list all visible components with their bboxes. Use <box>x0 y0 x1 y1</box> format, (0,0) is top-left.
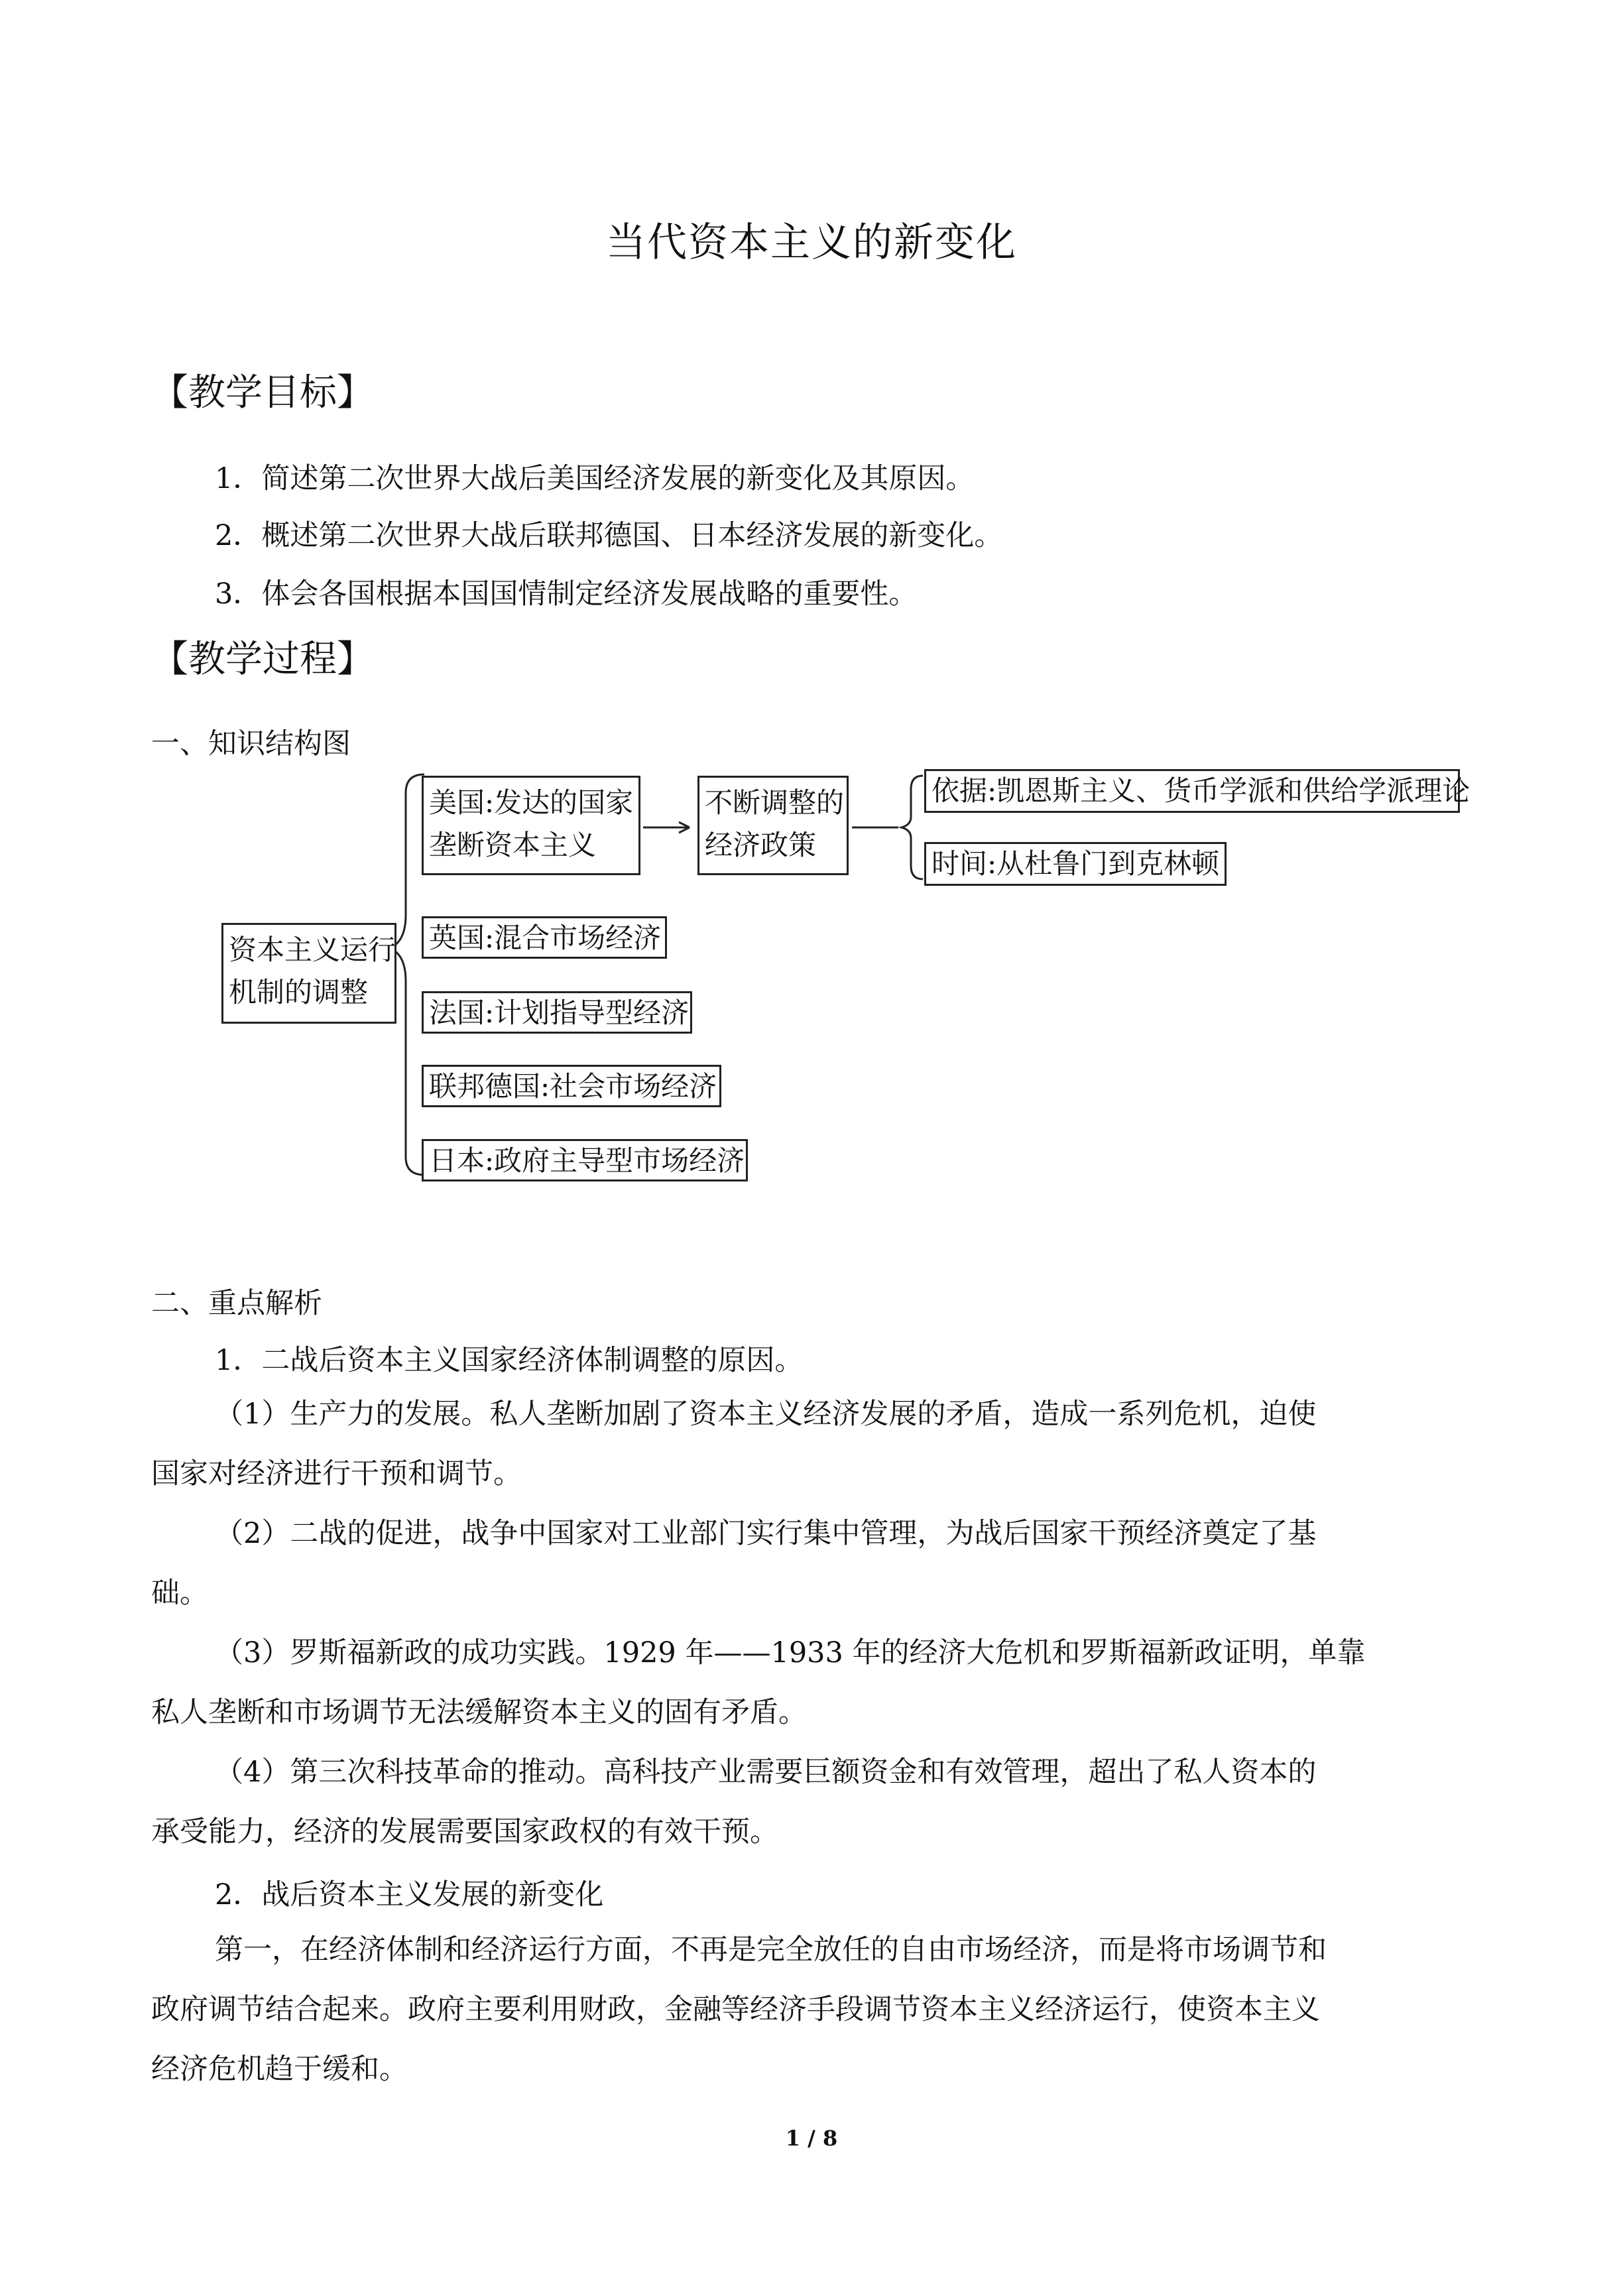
reason-paragraph <box>151 1384 1316 1504</box>
arrow-head <box>679 822 690 833</box>
page-title: 当代资本主义的新变化 <box>606 219 1017 266</box>
japan-node: 日本:政府主导型市场经济 <box>422 1139 748 1181</box>
para-line: 第一，在经济体制和经济运行方面，不再是完全放任的自由市场经济，而是将市场调节和 <box>215 1933 1327 1966</box>
para-line: 经济危机趋于缓和。 <box>151 2053 408 2086</box>
usa-node <box>422 776 640 875</box>
root-line: 机制的调整 <box>229 976 369 1008</box>
reason-paragraph <box>151 1623 1366 1742</box>
basis-node: 依据:凯恩斯主义、货币学派和供给学派理论 <box>924 769 1460 813</box>
para-line: （1）生产力的发展。私人垄断加剧了资本主义经济发展的矛盾，造成一系列危机，迫使 <box>215 1398 1317 1431</box>
root-node <box>221 923 396 1024</box>
para-line: 国家对经济进行干预和调节。 <box>151 1457 522 1490</box>
germany-node: 联邦德国:社会市场经济 <box>422 1065 721 1107</box>
reason-paragraph <box>151 1504 1316 1623</box>
para-line: （3）罗斯福新政的成功实践。1929 年——1933 年的经济大危机和罗斯福新政证明，单靠 <box>215 1636 1366 1669</box>
reason-paragraph <box>151 1742 1316 1862</box>
root-line: 资本主义运行 <box>229 934 396 966</box>
usa-line: 美国:发达的国家 <box>429 786 634 819</box>
policy-node <box>697 776 849 875</box>
time-node: 时间:从杜鲁门到克林顿 <box>924 842 1227 886</box>
goals-heading: 【教学目标】 <box>151 371 374 414</box>
page-number: 1 / 8 <box>785 2126 838 2151</box>
usa-line: 垄断资本主义 <box>429 829 597 861</box>
goal-item: 1．简述第二次世界大战后美国经济发展的新变化及其原因。 <box>215 462 975 495</box>
policy-line: 不断调整的 <box>705 786 845 819</box>
para-line: 政府调节结合起来。政府主要利用财政，金融等经济手段调节资本主义经济运行，使资本主义 <box>151 1993 1320 2026</box>
para-line: （2）二战的促进，战争中国家对工业部门实行集中管理，为战后国家干预经济奠定了基 <box>215 1517 1317 1550</box>
part2-heading: 二、重点解析 <box>151 1287 322 1320</box>
point2-heading: 2．战后资本主义发展的新变化 <box>215 1878 604 1911</box>
part1-heading: 一、知识结构图 <box>151 727 351 760</box>
goal-item: 2．概述第二次世界大战后联邦德国、日本经济发展的新变化。 <box>215 519 1003 552</box>
uk-node: 英国:混合市场经济 <box>422 916 667 959</box>
point1-heading: 1．二战后资本主义国家经济体制调整的原因。 <box>215 1344 804 1377</box>
small-brace <box>902 776 923 879</box>
changes-paragraph <box>151 1920 1327 2099</box>
para-line: （4）第三次科技革命的推动。高科技产业需要巨额资金和有效管理，超出了私人资本的 <box>215 1756 1317 1789</box>
para-line: 承受能力，经济的发展需要国家政权的有效干预。 <box>151 1815 778 1848</box>
policy-line: 经济政策 <box>705 829 817 861</box>
para-line: 私人垄断和市场调节无法缓解资本主义的固有矛盾。 <box>151 1696 807 1729</box>
france-node: 法国:计划指导型经济 <box>422 991 692 1034</box>
para-line: 础。 <box>151 1577 208 1610</box>
goal-item: 3．体会各国根据本国国情制定经济发展战略的重要性。 <box>215 577 918 611</box>
process-heading: 【教学过程】 <box>151 638 374 681</box>
